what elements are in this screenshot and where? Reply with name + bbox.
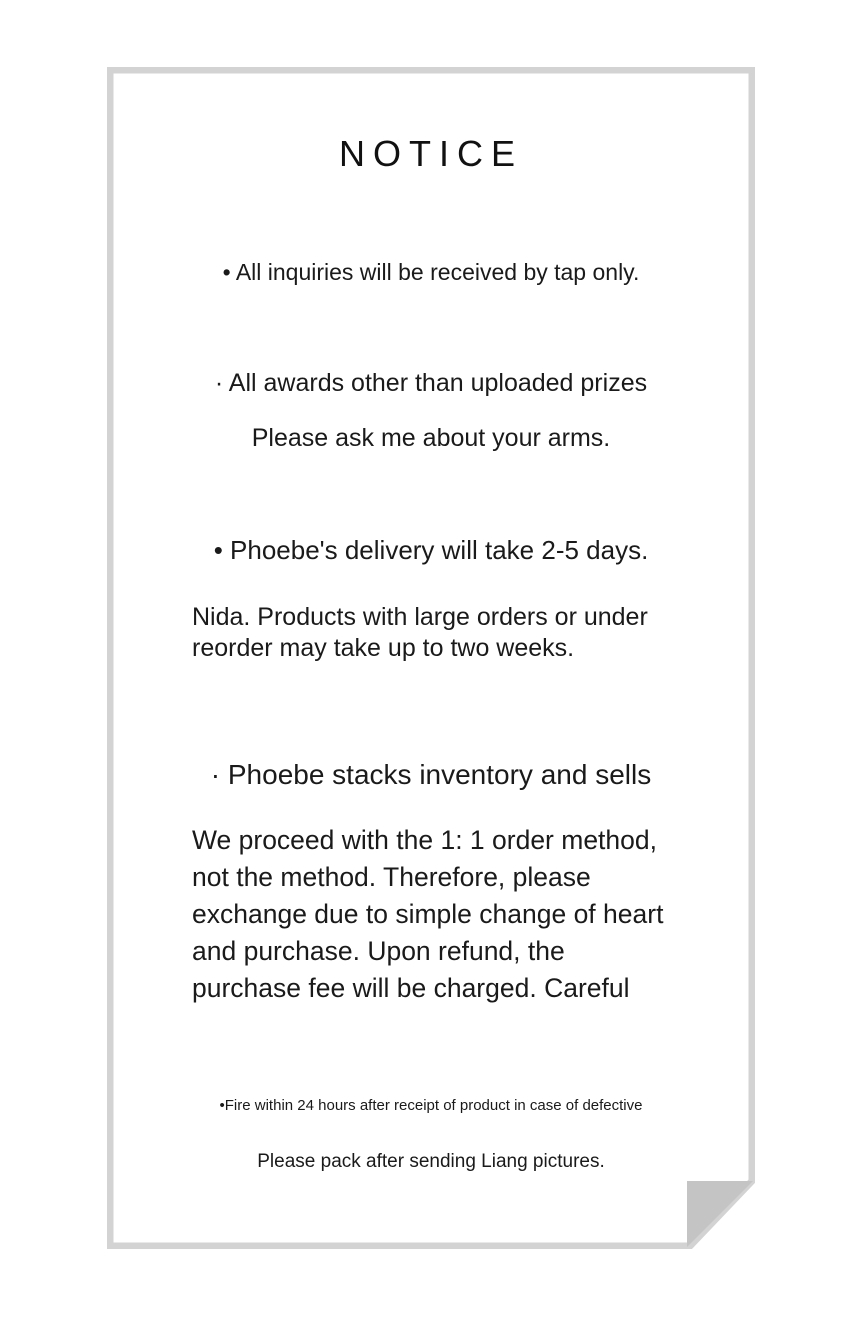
inventory-notice-detail-3: exchange due to simple change of heart	[192, 899, 664, 929]
delivery-notice: • Phoebe's delivery will take 2-5 days.	[213, 535, 649, 565]
notice-sheet	[107, 67, 755, 1249]
inquiry-notice: • All inquiries will be received by tap only.	[222, 259, 640, 285]
defect-notice-detail: Please pack after sending Liang pictures.	[257, 1151, 605, 1172]
inventory-notice: · Phoebe stacks inventory and sells	[210, 759, 652, 790]
delivery-notice-detail-2: reorder may take up to two weeks.	[192, 634, 575, 662]
inventory-notice-detail-4: and purchase. Upon refund, the	[192, 936, 565, 966]
notice-title: NOTICE	[338, 133, 523, 174]
page-curl-icon	[687, 1181, 755, 1249]
inventory-notice-detail-1: We proceed with the 1: 1 order method,	[192, 825, 657, 855]
delivery-notice-detail-1: Nida. Products with large orders or under	[192, 603, 648, 631]
awards-notice: · All awards other than uploaded prizes	[214, 369, 648, 397]
awards-notice-detail: Please ask me about your arms.	[251, 424, 611, 452]
defect-notice: •Fire within 24 hours after receipt of product in case of defective	[219, 1097, 643, 1114]
inventory-notice-detail-5: purchase fee will be charged. Careful	[192, 973, 630, 1003]
inventory-notice-detail-2: not the method. Therefore, please	[192, 862, 591, 892]
